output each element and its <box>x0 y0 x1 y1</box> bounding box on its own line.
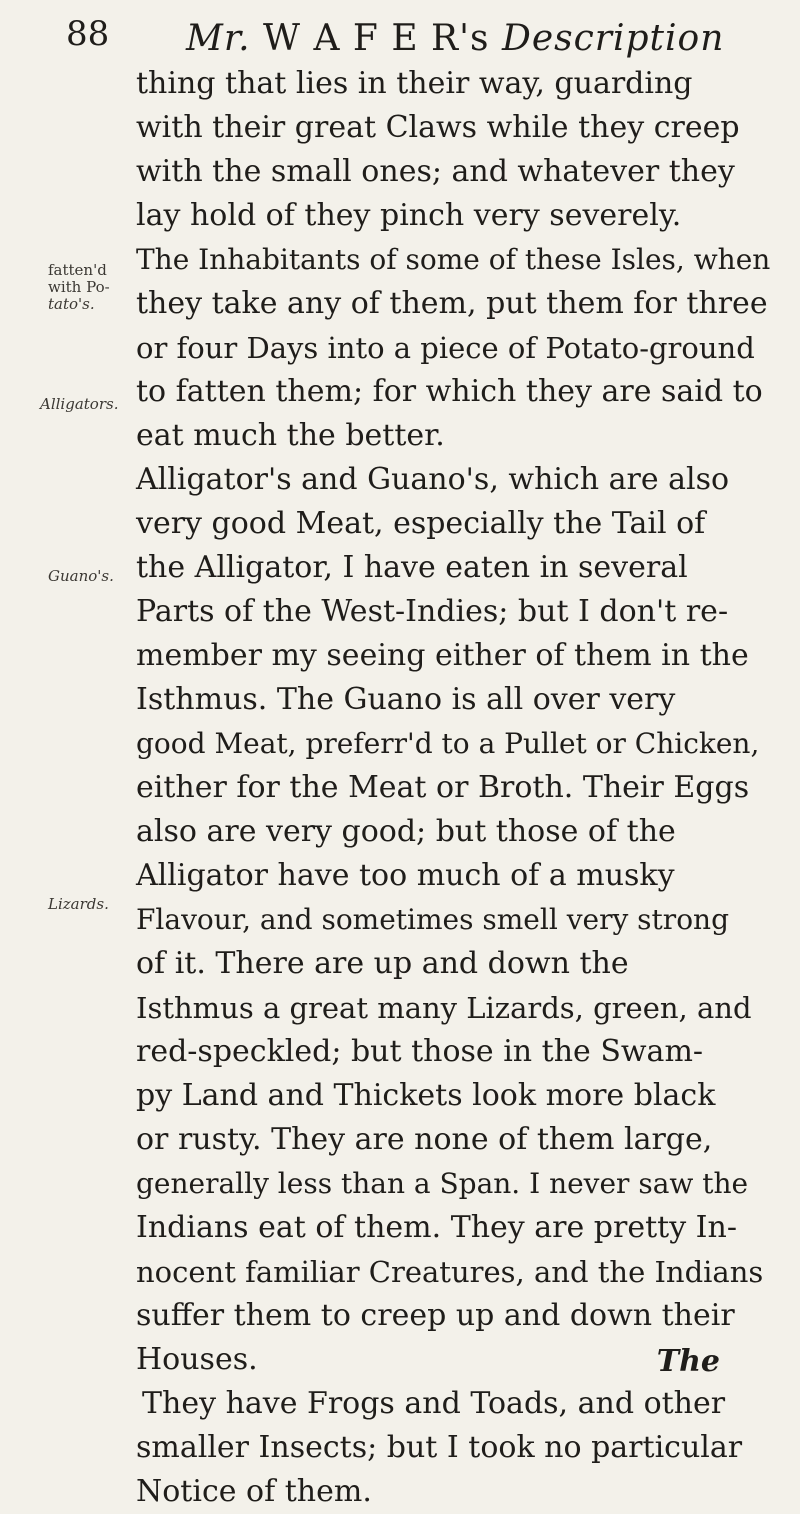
text-line: nocent familiar Creatures, and the Indians <box>136 1255 764 1289</box>
text-line: thing that lies in their way, guarding <box>136 66 693 101</box>
body-text <box>136 62 771 1514</box>
text-line: Houses. <box>136 1342 258 1377</box>
marginal-note-fattened: fatten'd with Po- tato's. <box>48 261 110 313</box>
text-line: they take any of them, put them for three <box>136 286 768 321</box>
text-line: of it. There are up and down the <box>136 946 629 981</box>
text-line: Isthmus. The Guano is all over very <box>136 682 676 717</box>
text-line: the Alligator, I have eaten in several <box>136 550 688 585</box>
text-line: red-speckled; but those in the Swam- <box>136 1034 704 1069</box>
text-line: either for the Meat or Broth. Their Eggs <box>136 770 750 805</box>
text-line: eat much the better. <box>136 418 445 453</box>
marginal-note-lizards: Lizards. <box>48 895 109 913</box>
marginal-note-guanos: Guano's. <box>48 567 114 585</box>
text-line: Flavour, and sometimes smell very strong <box>136 903 730 936</box>
text-line: also are very good; but those of the <box>136 814 676 849</box>
page-number: 88 <box>66 14 110 54</box>
text-line: py Land and Thickets look more black <box>136 1078 716 1113</box>
text-line: good Meat, preferr'd to a Pullet or Chicken, <box>136 727 760 760</box>
text-line: very good Meat, especially the Tail of <box>136 506 706 541</box>
catchword: The <box>656 1344 720 1379</box>
text-line: Indians eat of them. They are pretty In- <box>136 1210 737 1245</box>
running-head-title: Description <box>501 18 725 59</box>
running-head-mr: Mr. <box>186 18 251 59</box>
marginal-note-alligators: Alligators. <box>40 395 119 413</box>
running-head-author: W A F E R's <box>263 18 490 59</box>
text-line: The Inhabitants of some of these Isles, when <box>136 243 771 276</box>
text-line: to fatten them; for which they are said to <box>136 374 763 409</box>
text-line: member my seeing either of them in the <box>136 638 749 673</box>
text-line: suffer them to creep up and down their <box>136 1298 735 1333</box>
text-line: They have Frogs and Toads, and other <box>142 1386 726 1421</box>
text-line: lay hold of they pinch very severely. <box>136 198 682 233</box>
text-line: or four Days into a piece of Potato-ground <box>136 331 755 365</box>
text-line: Alligator have too much of a musky <box>136 858 675 893</box>
running-head <box>186 18 724 59</box>
page-header <box>0 8 800 68</box>
text-line: Parts of the West-Indies; but I don't re- <box>136 594 729 629</box>
text-line: with their great Claws while they creep <box>136 110 740 145</box>
text-line: with the small ones; and whatever they <box>136 154 735 189</box>
text-line: Isthmus a great many Lizards, green, and <box>136 991 752 1025</box>
text-line: Alligator's and Guano's, which are also <box>136 462 730 497</box>
text-line: Notice of them. <box>136 1474 372 1509</box>
text-line: or rusty. They are none of them large, <box>136 1122 713 1157</box>
text-line: smaller Insects; but I took no particular <box>136 1430 743 1465</box>
text-line: generally less than a Span. I never saw the <box>136 1167 749 1200</box>
